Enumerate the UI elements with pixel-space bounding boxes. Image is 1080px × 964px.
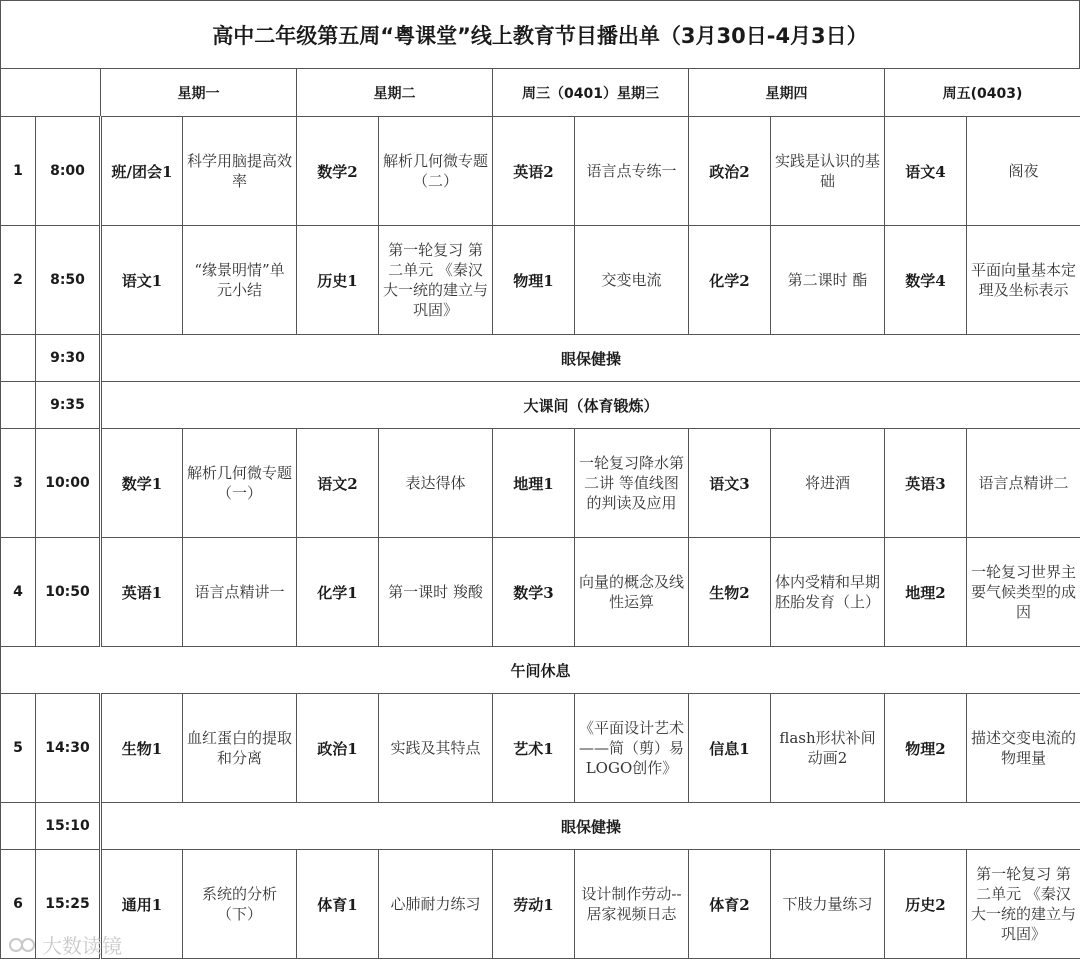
day-header-thu: 星期四: [689, 69, 885, 117]
topic-cell: 一轮复习降水第二讲 等值线图的判读及应用: [575, 429, 689, 538]
topic-cell: 下肢力量练习: [771, 850, 885, 959]
subject-cell: 信息1: [689, 694, 771, 803]
topic-cell: 科学用脑提高效率: [183, 117, 297, 226]
break-row-1510: [1, 803, 1080, 850]
topic-cell: 体内受精和早期胚胎发育（上）: [771, 538, 885, 647]
schedule-table: [0, 68, 1080, 959]
topic-cell: 平面向量基本定理及坐标表示: [967, 226, 1080, 335]
subject-cell: 政治1: [297, 694, 379, 803]
topic-cell: 描述交变电流的物理量: [967, 694, 1080, 803]
noon-break-row: [1, 647, 1080, 694]
subject-cell: 劳动1: [493, 850, 575, 959]
subject-cell: 物理1: [493, 226, 575, 335]
lesson-number: 6: [1, 850, 36, 959]
subject-cell: 英语2: [493, 117, 575, 226]
lesson-number: 1: [1, 117, 36, 226]
subject-cell: 语文3: [689, 429, 771, 538]
lesson-time: 8:50: [36, 226, 101, 335]
header-corner: [1, 69, 101, 117]
topic-cell: 《平面设计艺术——简（剪）易LOGO创作》: [575, 694, 689, 803]
day-header-wed: 周三（0401）星期三: [493, 69, 689, 117]
lesson-row-2: [1, 226, 1080, 335]
topic-cell: 第一轮复习 第二单元 《秦汉大一统的建立与巩固》: [379, 226, 493, 335]
watermark-text: 大数读镜: [42, 934, 122, 958]
day-header-tue: 星期二: [297, 69, 493, 117]
break-number-empty: [1, 382, 36, 429]
subject-cell: 物理2: [885, 694, 967, 803]
break-time: 9:35: [36, 382, 101, 429]
topic-cell: 一轮复习世界主要气候类型的成因: [967, 538, 1080, 647]
break-number-empty: [1, 803, 36, 850]
subject-cell: 历史2: [885, 850, 967, 959]
schedule-title: 高中二年级第五周“粤课堂”线上教育节目播出单（3月30日-4月3日）: [0, 0, 1080, 68]
break-label: 眼保健操: [101, 335, 1080, 382]
break-row-930: [1, 335, 1080, 382]
topic-cell: 心肺耐力练习: [379, 850, 493, 959]
subject-cell: 化学2: [689, 226, 771, 335]
topic-cell: 将进酒: [771, 429, 885, 538]
subject-cell: 数学1: [101, 429, 183, 538]
lesson-number: 5: [1, 694, 36, 803]
topic-cell: 解析几何微专题（一）: [183, 429, 297, 538]
subject-cell: 语文4: [885, 117, 967, 226]
lesson-row-4: [1, 538, 1080, 647]
subject-cell: 历史1: [297, 226, 379, 335]
lesson-time: 8:00: [36, 117, 101, 226]
subject-cell: 体育1: [297, 850, 379, 959]
break-time: 15:10: [36, 803, 101, 850]
lesson-time: 14:30: [36, 694, 101, 803]
lesson-number: 3: [1, 429, 36, 538]
break-label: 大课间（体育锻炼）: [101, 382, 1080, 429]
break-row-935: [1, 382, 1080, 429]
lesson-number: 2: [1, 226, 36, 335]
lesson-row-6: [1, 850, 1080, 959]
day-header-fri: 周五(0403): [885, 69, 1080, 117]
subject-cell: 化学1: [297, 538, 379, 647]
subject-cell: 数学4: [885, 226, 967, 335]
subject-cell: 语文2: [297, 429, 379, 538]
watermark: [8, 930, 122, 959]
watermark-logo-icon: [8, 934, 38, 956]
subject-cell: 政治2: [689, 117, 771, 226]
topic-cell: 设计制作劳动--居家视频日志: [575, 850, 689, 959]
topic-cell: 系统的分析（下）: [183, 850, 297, 959]
topic-cell: 交变电流: [575, 226, 689, 335]
topic-cell: 语言点精讲二: [967, 429, 1080, 538]
lesson-row-3: [1, 429, 1080, 538]
topic-cell: 第一轮复习 第二单元 《秦汉大一统的建立与巩固》: [967, 850, 1080, 959]
break-number-empty: [1, 335, 36, 382]
topic-cell: 表达得体: [379, 429, 493, 538]
topic-cell: 向量的概念及线性运算: [575, 538, 689, 647]
lesson-number: 4: [1, 538, 36, 647]
topic-cell: 第一课时 羧酸: [379, 538, 493, 647]
day-header-mon: 星期一: [101, 69, 297, 117]
topic-cell: 阁夜: [967, 117, 1080, 226]
break-time: 9:30: [36, 335, 101, 382]
subject-cell: 语文1: [101, 226, 183, 335]
subject-cell: 生物2: [689, 538, 771, 647]
topic-cell: 血红蛋白的提取和分离: [183, 694, 297, 803]
subject-cell: 地理1: [493, 429, 575, 538]
topic-cell: 语言点专练一: [575, 117, 689, 226]
subject-cell: 英语1: [101, 538, 183, 647]
topic-cell: 实践是认识的基础: [771, 117, 885, 226]
topic-cell: 语言点精讲一: [183, 538, 297, 647]
subject-cell: 地理2: [885, 538, 967, 647]
subject-cell: 英语3: [885, 429, 967, 538]
topic-cell: “缘景明情”单元小结: [183, 226, 297, 335]
subject-cell: 生物1: [101, 694, 183, 803]
subject-cell: 数学2: [297, 117, 379, 226]
subject-cell: 通用1: [101, 850, 183, 959]
subject-cell: 班/团会1: [101, 117, 183, 226]
subject-cell: 数学3: [493, 538, 575, 647]
lesson-time: 10:00: [36, 429, 101, 538]
lesson-time: 15:25: [36, 850, 101, 959]
topic-cell: 解析几何微专题（二）: [379, 117, 493, 226]
header-row: [1, 69, 1080, 117]
lesson-time: 10:50: [36, 538, 101, 647]
noon-break-label: 午间休息: [1, 647, 1080, 694]
subject-cell: 艺术1: [493, 694, 575, 803]
lesson-row-5: [1, 694, 1080, 803]
subject-cell: 体育2: [689, 850, 771, 959]
topic-cell: 实践及其特点: [379, 694, 493, 803]
topic-cell: 第二课时 酯: [771, 226, 885, 335]
lesson-row-1: [1, 117, 1080, 226]
break-label: 眼保健操: [101, 803, 1080, 850]
topic-cell: flash形状补间动画2: [771, 694, 885, 803]
